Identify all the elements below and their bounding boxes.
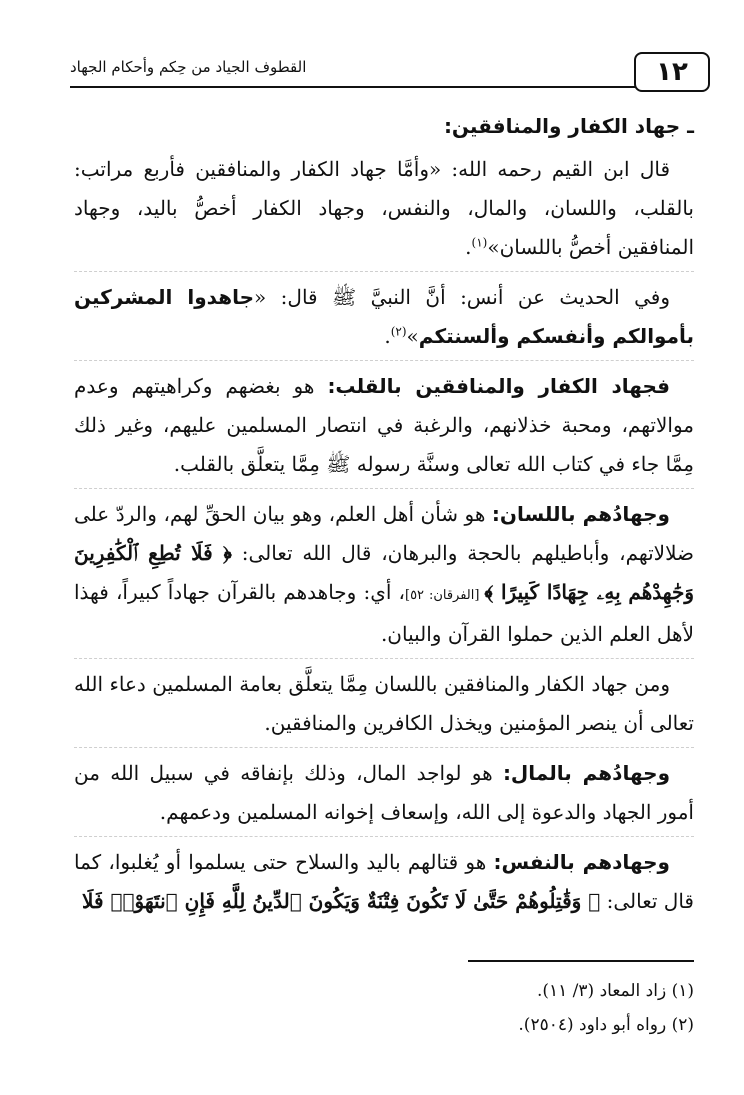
paragraph-text: هو بغضهم وكراهيتهم وعدم موالاتهم، ومحبة خذلانهم، والرغبة في انتصار المسلمين عليهم، وغير ذلك مِمَّا جاء في كتاب الله تعالى وسنَّة رسوله ﷺ مِمَّا يتعلَّق بالقلب. bbox=[74, 374, 694, 476]
paragraph-lead: وجهادُهم بالمال: bbox=[502, 761, 670, 785]
paragraph-text: ، أي: وجاهدهم بالقرآن جهاداً كبيراً، فهذا لأهل العلم الذين حملوا القرآن والبيان. bbox=[74, 580, 694, 646]
paragraph-text: هو لواجد المال، وذلك بإنفاقه في سبيل الله من أمور الجهاد والدعوة إلى الله، وإسعاف إخوانه المسلمين ودعمهم. bbox=[74, 761, 694, 824]
footnote-1: (١) زاد المعاد (٣/ ١١). bbox=[536, 981, 694, 1001]
running-title: القطوف الجياد من حِكم وأحكام الجهاد bbox=[70, 58, 307, 76]
paragraph-text: ومن جهاد الكفار والمنافقين باللسان مِمَّا يتعلَّق بعامة المسلمين دعاء الله تعالى أن ينصر المؤمنين ويخذل الكافرين والمنافقين. bbox=[74, 672, 694, 735]
footnote-marker: (١) bbox=[471, 235, 488, 250]
hadith-text: جاهدوا المشركين بأموالكم وأنفسكم وألسنتكم bbox=[74, 285, 694, 348]
main-text bbox=[74, 108, 694, 931]
paragraph-lead: وجهادُهم باللسان: bbox=[491, 502, 670, 526]
paragraph-text: قال ابن القيم رحمه الله: «وأمَّا جهاد الكفار والمنافقين فأربع مراتب: بالقلب، واللسان، والمال، والنفس، وجهاد الكفار أخصُّ باليد، وجهاد المنافقين أخصُّ باللسان» bbox=[74, 157, 694, 259]
section-heading: ـ جهاد الكفار والمنافقين: bbox=[443, 114, 694, 138]
page-number: ١٢ bbox=[634, 52, 710, 92]
paragraph-text: » bbox=[406, 324, 419, 348]
paragraph-hadith: وفي الحديث عن أنس: أنَّ النبيَّ ﷺ قال: «جاهدوا المشركين بأموالكم وأنفسكم وألسنتكم»$^{(٢)}$. bbox=[74, 278, 694, 361]
paragraph-jihad-self bbox=[74, 843, 694, 925]
paragraph-jihad-heart bbox=[74, 367, 694, 489]
footnote-2: (٢) رواه أبو داود (٢٥٠٤). bbox=[518, 1015, 694, 1035]
quran-verse: ﴿ وَقَٰتِلُوهُمْ حَتَّىٰ لَا تَكُونَ فِتْنَةٌ وَيَكُونَ ٱلدِّينُ لِلَّهِ فَإِنِ ٱنتَهَوْا۟ فَلَا bbox=[82, 889, 601, 913]
paragraph-jihad-tongue bbox=[74, 495, 694, 659]
header-rule bbox=[70, 86, 638, 88]
paragraph-text: هو شأن أهل العلم، وهو بيان الحقِّ لهم، والردّ على ضلالاتهم، وأباطيلهم بالحجة والبرهان، قال الله تعالى: bbox=[74, 502, 694, 565]
footnotes bbox=[74, 974, 694, 1042]
paragraph-dua bbox=[74, 665, 694, 748]
paragraph-text: وفي الحديث عن أنس: أنَّ النبيَّ ﷺ قال: « bbox=[254, 285, 670, 309]
paragraph-lead: وجهادهم بالنفس: bbox=[493, 850, 670, 874]
paragraph-jihad-wealth bbox=[74, 754, 694, 837]
paragraph-text: هو قتالهم باليد والسلاح حتى يسلموا أو يُغلبوا، كما قال تعالى: bbox=[74, 850, 694, 913]
running-header bbox=[70, 52, 710, 96]
paragraph-ibn-qayyim: قال ابن القيم رحمه الله: «وأمَّا جهاد الكفار والمنافقين فأربع مراتب: بالقلب، واللسان، والمال، والنفس، وجهاد الكفار أخصُّ باليد، وجهاد المنافقين أخصُّ باللسان»$^{(١)}$. bbox=[74, 150, 694, 272]
paragraph-lead: فجهاد الكفار والمنافقين بالقلب: bbox=[327, 374, 670, 398]
footnote-marker: (٢) bbox=[390, 324, 407, 339]
quran-verse: ﴿ فَلَا تُطِعِ ٱلْكَٰفِرِينَ وَجَٰهِدْهُم بِهِۦ جِهَادًا كَبِيرًا ﴾ bbox=[74, 541, 695, 604]
verse-reference: [الفرقان: ٥٢] bbox=[405, 588, 485, 603]
footnote-separator bbox=[468, 960, 694, 962]
